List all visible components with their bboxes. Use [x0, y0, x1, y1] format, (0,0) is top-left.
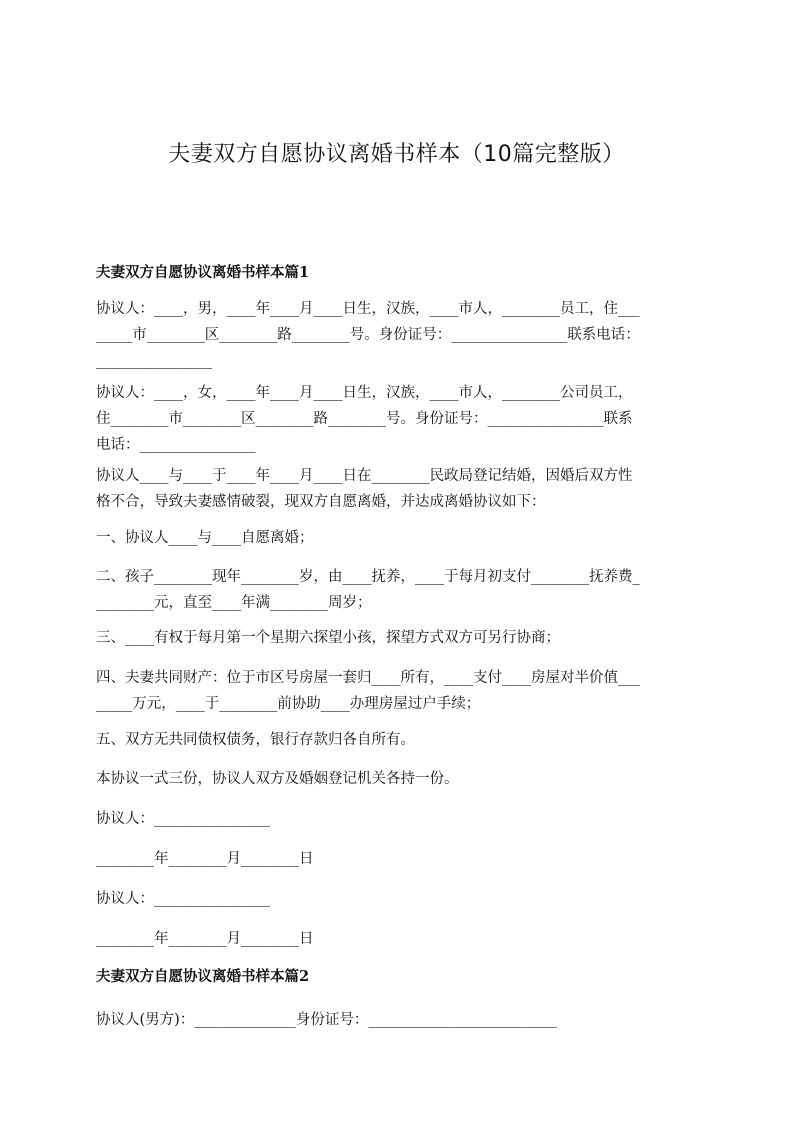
section-2-heading: 夫妻双方自愿协议离婚书样本篇2 — [96, 968, 310, 985]
date-1-line: ________年________月________日 — [96, 851, 314, 867]
page-title: 夫妻双方自愿协议离婚书样本（10篇完整版） — [168, 142, 625, 167]
signer-1-line: 协议人：________________ — [96, 811, 270, 827]
clause-2: 二、孩子________现年________岁，由____抚养，____于每月初支付________抚养费_ ________元，直至____年满________周岁； — [96, 569, 640, 611]
party-male-paragraph: 协议人：____，男，____年____月____日生，汉族，____市人，________员工，住___ _____市________区________路________号。身份证号：________________联系电话： ________________ — [96, 301, 640, 369]
section-2-party-male: 协议人(男方)：______________身份证号：__________________________ — [96, 1012, 557, 1028]
section-1-heading: 夫妻双方自愿协议离婚书样本篇1 — [96, 264, 310, 281]
clause-1: 一、协议人____与____自愿离婚； — [96, 530, 314, 546]
party-female-paragraph: 协议人：____，女，____年____月____日生，汉族，____市人，________公司员工， 住________市________区________路________号。身份证号：________________联系 电话：________________ — [96, 385, 633, 453]
copies-statement: 本协议一式三份，协议人双方及婚姻登记机关各持一份。 — [96, 771, 459, 787]
marriage-info-paragraph: 协议人____与____于____年____月____日在________民政局登记结婚，因婚后双方性 格不合，导致夫妻感情破裂，现双方自愿离婚，并达成离婚协议如下： — [96, 468, 633, 510]
clause-3: 三、____有权于每月第一个星期六探望小孩，探望方式双方可另行协商； — [96, 630, 560, 646]
signer-2-line: 协议人：________________ — [96, 891, 270, 907]
clause-4: 四、夫妻共同财产：位于市区号房屋一套归____所有，____支付____房屋对半价值___ _____万元，____于________前协助____办理房屋过户手续； — [96, 670, 640, 712]
clause-5: 五、双方无共同债权债务，银行存款归各自所有。 — [96, 732, 415, 748]
date-2-line: ________年________月________日 — [96, 931, 314, 947]
